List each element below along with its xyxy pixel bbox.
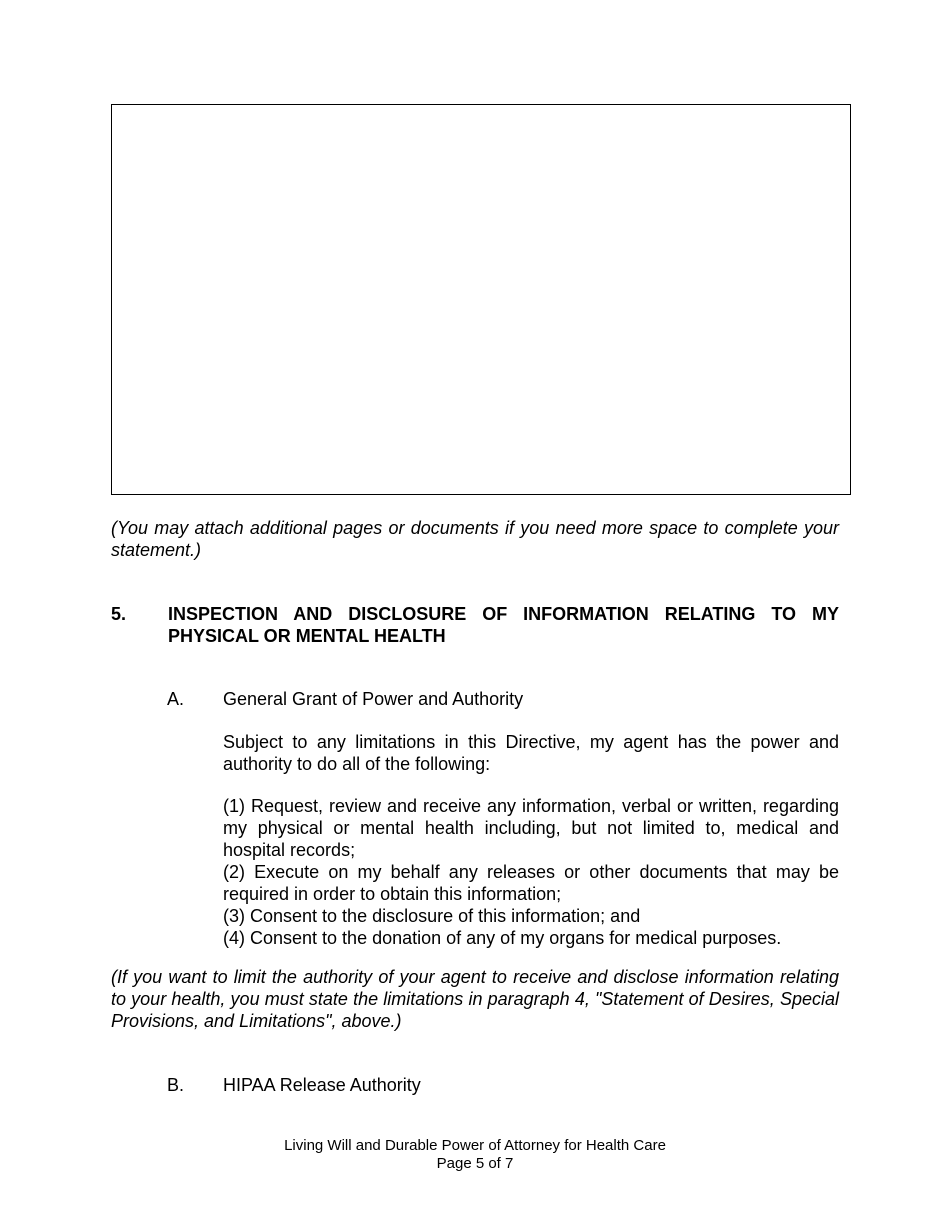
power-item-2: (2) Execute on my behalf any releases or other documents that may be required in order to obtain this information; — [223, 862, 839, 904]
subsection-b-title: HIPAA Release Authority — [223, 1075, 421, 1095]
limit-authority-note: (If you want to limit the authority of your agent to receive and disclose information relating to your health, you must state the limitations in paragraph 4, "Statement of Desires, Special Provisions, and Limitations", above.) — [111, 967, 839, 1031]
powers-list — [223, 795, 839, 949]
attach-pages-note: (You may attach additional pages or documents if you need more space to complete your statement.) — [111, 518, 839, 560]
footer-page-number: Page 5 of 7 — [436, 1155, 514, 1172]
statement-box — [111, 104, 851, 495]
power-item-3: (3) Consent to the disclosure of this information; and — [223, 906, 641, 926]
page-footer — [0, 1137, 950, 1173]
subsection-a-title: General Grant of Power and Authority — [223, 689, 524, 709]
power-item-4: (4) Consent to the donation of any of my organs for medical purposes. — [223, 928, 782, 948]
section-title: INSPECTION AND DISCLOSURE OF INFORMATION RELATING TO MY PHYSICAL OR MENTAL HEALTH — [168, 604, 839, 646]
authority-intro-paragraph: Subject to any limitations in this Directive, my agent has the power and authority to do all of the following: — [223, 732, 839, 774]
subsection-b-letter: B. — [167, 1075, 185, 1095]
footer-document-title: Living Will and Durable Power of Attorney for Health Care — [284, 1137, 666, 1154]
subsection-a-letter: A. — [167, 689, 185, 709]
section-number: 5. — [111, 604, 127, 624]
power-item-1: (1) Request, review and receive any information, verbal or written, regarding my physical or mental health including, but not limited to, medical and hospital records; — [223, 796, 839, 860]
